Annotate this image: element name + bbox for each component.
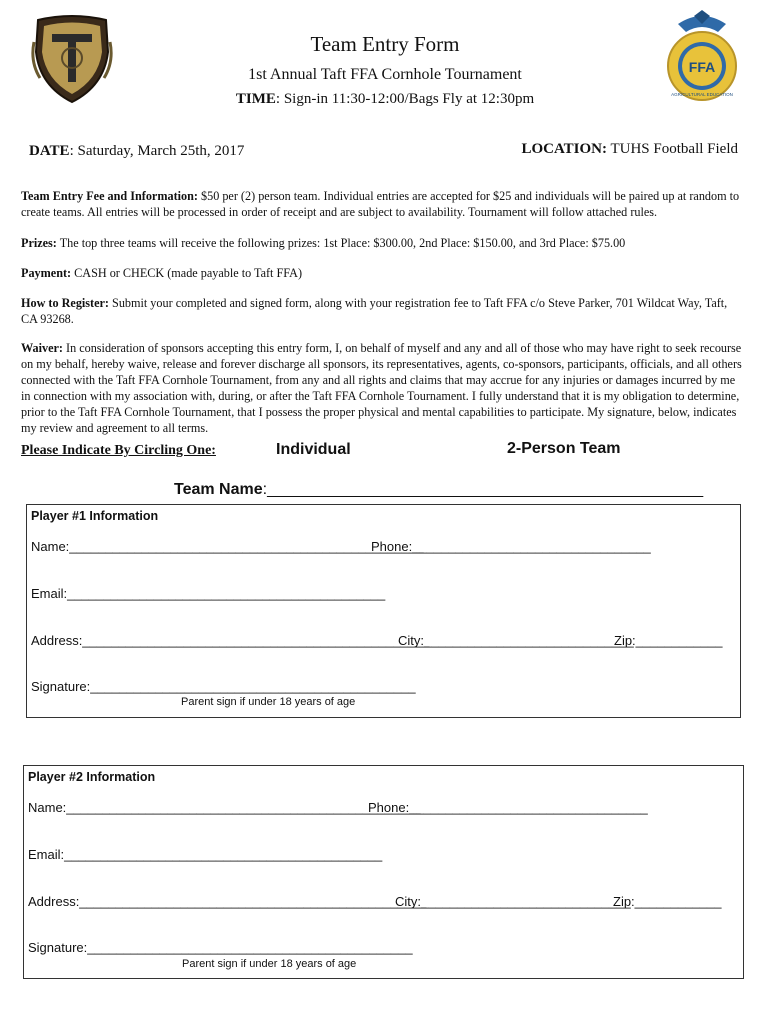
waiver-paragraph [21, 340, 746, 436]
option-two-person-team[interactable]: 2-Person Team [507, 440, 621, 457]
register-text: Submit your completed and signed form, along with your registration fee to Taft FFA c/o Steve Parker, 701 Wildcat Way, Taft, CA 93268. [21, 296, 728, 326]
register-label: How to Register: [21, 296, 109, 310]
time-value: : Sign-in 11:30-12:00/Bags Fly at 12:30pm [275, 91, 535, 107]
ffa-ring-text: AGRICULTURAL EDUCATION [671, 92, 733, 97]
payment-paragraph [21, 265, 746, 281]
form-subtitle: 1st Annual Taft FFA Cornhole Tournament [248, 66, 522, 83]
option-individual[interactable]: Individual [276, 441, 351, 458]
form-title: Team Entry Form [310, 32, 460, 56]
player2-parent-note: Parent sign if under 18 years of age [182, 958, 357, 970]
player2-signature-field[interactable]: Signature:_____________________________________________ [28, 940, 413, 955]
team-name-field[interactable] [174, 481, 703, 499]
player2-email-field[interactable]: Email:____________________________________________ [28, 847, 383, 862]
player1-email-field[interactable]: Email:____________________________________________ [31, 586, 386, 601]
date-label: DATE [29, 143, 70, 159]
player2-zip-field[interactable]: Zip:____________ [613, 894, 722, 909]
player2-heading: Player #2 Information [28, 770, 156, 784]
location-label: LOCATION: [521, 141, 607, 157]
player1-heading: Player #1 Information [31, 509, 159, 523]
player1-parent-note: Parent sign if under 18 years of age [181, 696, 356, 708]
location-value: TUHS Football Field [607, 141, 738, 157]
player1-phone-field[interactable]: Phone:_________________________________ [371, 539, 651, 554]
player1-address-field[interactable]: Address:________________________________________________ [31, 633, 430, 648]
time-label: TIME [235, 91, 276, 107]
waiver-label: Waiver: [21, 341, 63, 355]
date-line [29, 143, 244, 160]
payment-label: Payment: [21, 266, 72, 280]
player1-name-field[interactable]: Name:_________________________________________________ [31, 539, 424, 554]
player2-address-field[interactable]: Address:________________________________________________ [28, 894, 427, 909]
player1-signature-field[interactable]: Signature:_____________________________________________ [31, 679, 416, 694]
player2-phone-field[interactable]: Phone:_________________________________ [368, 800, 648, 815]
circle-one-prompt: Please Indicate By Circling One: [21, 443, 216, 458]
player1-zip-field[interactable]: Zip:____________ [614, 633, 723, 648]
ffa-logo-text: FFA [688, 59, 716, 75]
prizes-paragraph [21, 235, 746, 251]
waiver-text: In consideration of sponsors accepting this entry form, I, on behalf of myself and any and all of those who may have right to seek recourse on my behalf, hereby waive, release and forever discharge all sponsors, its representatives, agents, co-sponsors, participants, officials, and all others connected with the Taft FFA Cornhole Tournament, from any and all rights and claims that may accrue for any injuries or damages incurred by me in connection with my association with, during, or after the Taft FFA Cornhole Tournament. I fully understand that it is my obligation to determine, prior to the Taft FFA Cornhole Tournament, that I possess the proper physical and mental capabilities to participate. My signature, below, indicates my review and agreement to all terms. [21, 341, 742, 435]
fee-paragraph [21, 188, 746, 220]
player1-city-field[interactable]: City:_____________________________ [398, 633, 634, 648]
team-name-line: :_________________________________________________ [262, 481, 704, 498]
prizes-text: The top three teams will receive the following prizes: 1st Place: $300.00, 2nd Place: $150.00, and 3rd Place: $75.00 [56, 236, 626, 250]
register-paragraph [21, 295, 746, 327]
player2-name-field[interactable]: Name:_________________________________________________ [28, 800, 421, 815]
prizes-label: Prizes: [21, 236, 57, 250]
fee-label: Team Entry Fee and Information: [21, 189, 198, 203]
player2-city-field[interactable]: City:_____________________________ [395, 894, 631, 909]
time-line [0, 91, 770, 108]
payment-text: CASH or CHECK (made payable to Taft FFA) [71, 266, 302, 280]
fee-text: $50 per (2) person team. Individual entries are accepted for $25 and individuals will be paired up at random to create teams. All entries will be processed in order of receipt and are subject to availability. Tournament will follow attached rules. [21, 189, 740, 219]
location-line [521, 141, 738, 158]
date-value: : Saturday, March 25th, 2017 [69, 143, 245, 159]
team-name-label: Team Name [174, 481, 263, 498]
